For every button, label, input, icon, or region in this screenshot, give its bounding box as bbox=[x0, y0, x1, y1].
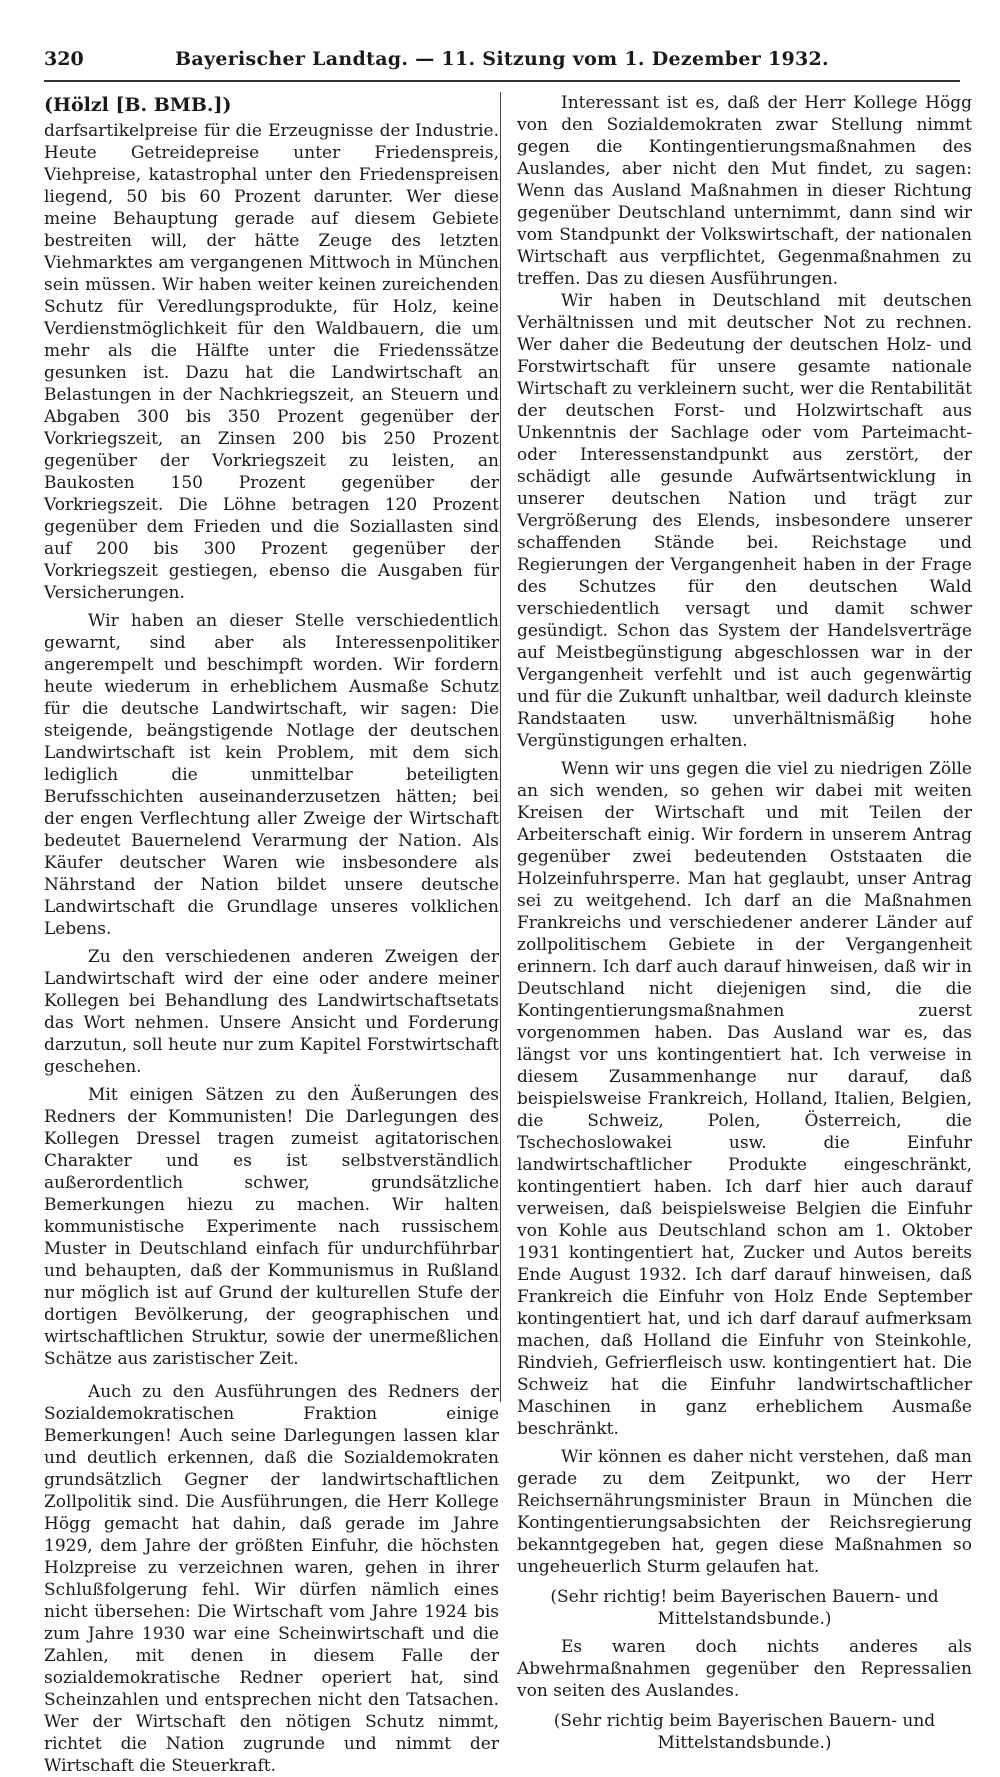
paragraph: Wir können es daher nicht verstehen, daß man gerade zu dem Zeitpunkt, wo der Herr Reichsernährungsminister Braun in München die Kontingentierungsabsichten der Reichsregierung bekanntgegeben hat, gegen diese Maßnahmen so ungeheuerlich Sturm gelaufen hat. bbox=[517, 1447, 972, 1577]
paragraph: Zu den verschiedenen anderen Zweigen der Landwirtschaft wird der eine oder andere meiner Kollegen bei Behandlung des Landwirtschaftsetats das Wort nehmen. Unsere Ansicht und Forderung darzutun, soll heute nur zum Kapitel Forstwirtschaft geschehen. bbox=[44, 947, 499, 1077]
paragraph: Interessant ist es, daß der Herr Kollege Högg von den Sozialdemokraten zwar Stellung nimmt gegen die Kontingentierungsmaßnahmen des Auslandes, aber nicht den Mut findet, zu sagen: Wenn das Ausland Maßnahmen in dieser Richtung gegenüber Deutschland unternimmt, dann sind wir vom Standpunkt der Volkswirtschaft, der nationalen Wirtschaft aus verpflichtet, Gegenmaßnahmen zu treffen. Das zu diesen Ausführungen. bbox=[517, 93, 972, 289]
paragraph: Es waren doch nichts anderes als Abwehrmaßnahmen gegenüber den Repressalien von seiten des Auslandes. bbox=[517, 1637, 972, 1701]
paragraph: Wir haben an dieser Stelle verschiedentlich gewarnt, sind aber als Interessenpolitiker angerempelt und beschimpft worden. Wir fordern heute wiederum in erheblichem Ausmaße Schutz für die deutsche Landwirtschaft, wir sagen: Die steigende, beängstigende Notlage der deutschen Landwirtschaft ist kein Problem, mit dem sich lediglich die unmittelbar beteiligten Berufsschichten auseinanderzusetzen hätten; bei der engen Verflechtung aller Zweige der Wirtschaft bedeutet Bauernelend Verarmung der Nation. Als Käufer deutscher Waren wie insbesondere als Nährstand der Nation bildet unsere deutsche Landwirtschaft die Grundlage unseres volklichen Lebens. bbox=[44, 611, 499, 939]
interjection: (Sehr richtig beim Bayerischen Bauern- und Mittelstandsbunde.) bbox=[553, 1711, 936, 1753]
right-column bbox=[517, 92, 972, 1754]
left-column bbox=[44, 92, 499, 1777]
paragraph: Mit einigen Sätzen zu den Äußerungen des Redners der Kommunisten! Die Darlegungen des Kollegen Dressel tragen zumeist agitatorischen Charakter und es ist selbstverständlich außerordentlich schwer, grundsätzliche Bemerkungen hiezu zu machen. Wir halten kommunistische Experimente nach russischem Muster in Deutschland einfach für undurchführbar und behaupten, daß der Kommunismus in Rußland nur möglich ist auf Grund der kulturellen Stufe der dortigen Bevölkerung, der geographischen und wirtschaftlichen Struktur, sowie der unermeßlichen Schätze aus zaristischer Zeit. bbox=[44, 1085, 499, 1369]
column-divider bbox=[500, 92, 501, 1402]
page-number: 320 bbox=[44, 48, 84, 70]
paragraph: Wir haben in Deutschland mit deutschen Verhältnissen und mit deutscher Not zu rechnen. Wer daher die Bedeutung der deutschen Holz- und Forstwirtschaft für unsere gesamte nationale Wirtschaft zu verkleinern sucht, wer die Rentabilität der deutschen Forst- und Holzwirtschaft aus Unkenntnis der Sachlage oder vom Parteimacht- oder Interessenstandpunkt aus zerstört, der schädigt alle gesunde Aufwärtsentwicklung in unserer deutschen Nation und trägt zur Vergrößerung des Elends, insbesondere unserer schaffenden Stände bei. Reichstage und Regierungen der Vergangenheit haben in der Frage des Schutzes für den deutschen Wald verschiedentlich versagt und damit schwer gesündigt. Schon das System der Handelsverträge auf Meistbegünstigung abgeschlossen war in der Vergangenheit verfehlt und ist auch gegenwärtig und für die Zukunft unhaltbar, weil dadurch kleinste Randstaaten usw. unverhältnismäßig hohe Vergünstigungen erhalten. bbox=[517, 291, 972, 751]
running-title: Bayerischer Landtag. — 11. Sitzung vom 1. Dezember 1932. bbox=[175, 48, 829, 70]
paragraph: darfsartikelpreise für die Erzeugnisse der Industrie. Heute Getreidepreise unter Friedenspreis, Viehpreise, katastrophal unter den Friedenspreisen liegend, 50 bis 60 Prozent darunter. Wer diese meine Behauptung gerade auf diesem Gebiete bestreiten will, der hätte Zeuge des letzten Viehmarktes am vergangenen Mittwoch in München sein müssen. Wir haben weiter keinen zureichenden Schutz für Veredlungsprodukte, für Holz, keine Verdienstmöglichkeit für den Waldbauern, die um mehr als die Hälfte unter die Friedenssätze gesunken ist. Dazu hat die Landwirtschaft an Belastungen in der Nachkriegszeit, an Steuern und Abgaben 300 bis 350 Prozent gegenüber der Vorkriegszeit, an Zinsen 200 bis 250 Prozent gegenüber der Vorkriegszeit zu leisten, an Baukosten 150 Prozent gegenüber der Vorkriegszeit. Die Löhne betragen 120 Prozent gegenüber dem Frieden und die Soziallasten sind auf 200 bis 300 Prozent gegenüber der Vorkriegszeit gestiegen, ebenso die Ausgaben für Versicherungen. bbox=[44, 121, 499, 603]
speaker-label: (Hölzl [B. BMB.]) bbox=[44, 94, 232, 116]
paragraph: Auch zu den Ausführungen des Redners der Sozialdemokratischen Fraktion einige Bemerkungen! Auch seine Darlegungen lassen klar und deutlich erkennen, daß die Sozialdemokraten grundsätzlich Gegner der landwirtschaftlichen Zollpolitik sind. Die Ausführungen, die Herr Kollege Högg gemacht hat dahin, daß gerade im Jahre 1929, dem Jahre der größten Einfuhr, die höchsten Holzpreise zu verzeichnen waren, gehen in ihrer Schlußfolgerung fehl. Wir dürfen nämlich eines nicht übersehen: Die Wirtschaft vom Jahre 1924 bis zum Jahre 1930 war eine Scheinwirtschaft und die Zahlen, mit denen in diesem Falle der sozialdemokratische Redner operiert hat, sind Scheinzahlen und entsprechen nicht den Tatsachen. Wer der Wirtschaft den nötigen Schutz nimmt, richtet die Nation zugrunde und nimmt der Wirtschaft die Steuerkraft. bbox=[44, 1382, 499, 1776]
page-header bbox=[44, 40, 960, 82]
paragraph: Wenn wir uns gegen die viel zu niedrigen Zölle an sich wenden, so gehen wir dabei mit weiten Kreisen der Wirtschaft und mit Teilen der Arbeiterschaft einig. Wir fordern in unserem Antrag gegenüber zwei bedeutenden Oststaaten die Holzeinfuhrsperre. Man hat geglaubt, unser Antrag sei zu weitgehend. Ich darf an die Maßnahmen Frankreichs und verschiedener anderer Länder auf zollpolitischem Gebiete in der Vergangenheit erinnern. Ich darf auch darauf hinweisen, daß wir in Deutschland nicht diejenigen sind, die die Kontingentierungsmaßnahmen zuerst vorgenommen haben. Das Ausland war es, das längst vor uns kontingentiert hat. Ich verweise in diesem Zusammenhange nur darauf, daß beispielsweise Frankreich, Holland, Italien, Belgien, die Schweiz, Polen, Österreich, die Tschechoslowakei usw. die Einfuhr landwirtschaftlicher Produkte eingeschränkt, kontingentiert haben. Ich darf hier auch darauf verweisen, daß beispielsweise Belgien die Einfuhr von Kohle aus Deutschland schon am 1. Oktober 1931 kontingentiert hat, Zucker und Autos bereits Ende August 1932. Ich darf darauf hinweisen, daß Frankreich die Einfuhr von Holz Ende September kontingentiert hat, und ich darf darauf aufmerksam machen, daß Holland die Einfuhr von Steinkohle, Rindvieh, Gefrierfleisch usw. kontingentiert hat. Die Schweiz hat die Einfuhr landwirtschaftlicher Maschinen in ganz erheblichem Ausmaße beschränkt. bbox=[517, 759, 972, 1439]
interjection: (Sehr richtig! beim Bayerischen Bauern- und Mittelstandsbunde.) bbox=[550, 1587, 939, 1629]
